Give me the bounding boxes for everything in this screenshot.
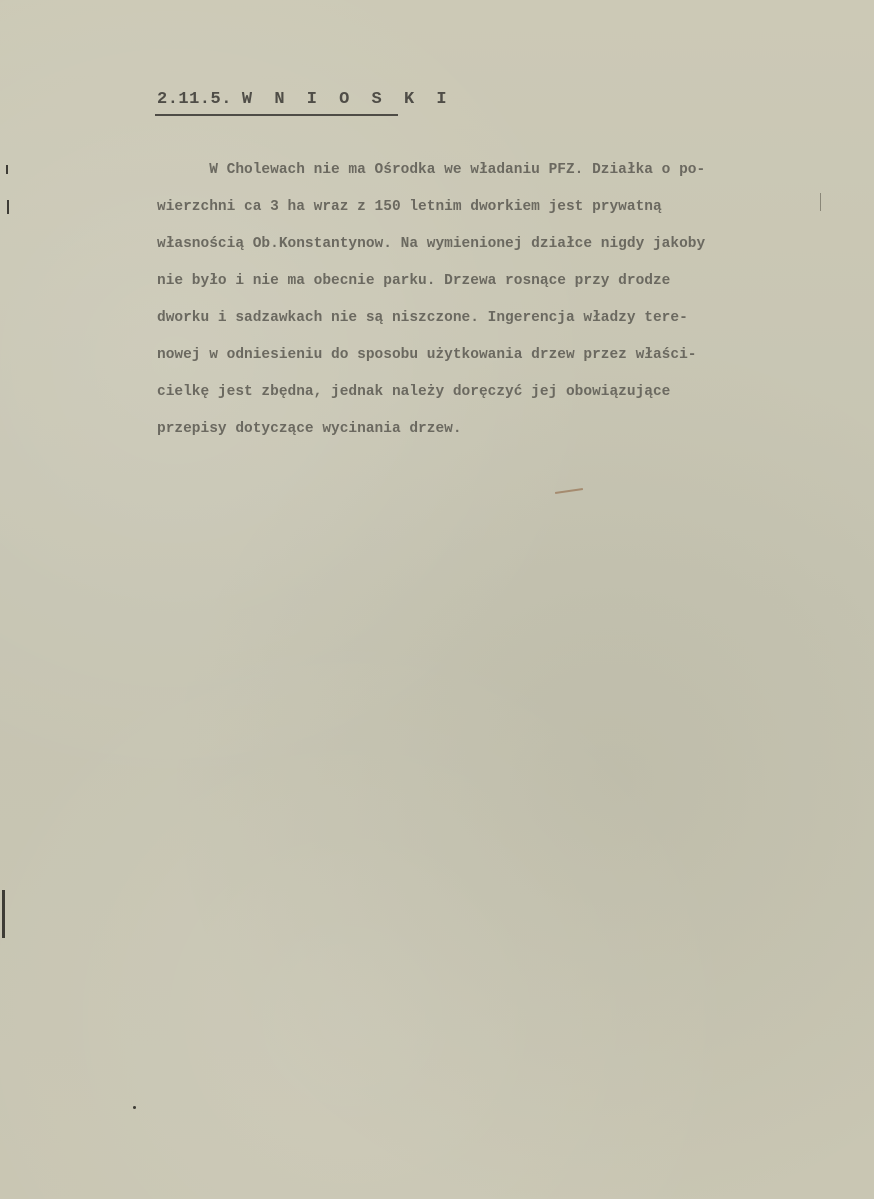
paragraph-line: cielkę jest zbędna, jednak należy doręczyć jej obowiązujące — [157, 384, 671, 400]
margin-mark — [7, 200, 9, 214]
section-heading — [157, 90, 453, 109]
paragraph-line: wierzchni ca 3 ha wraz z 150 letnim dworkiem jest prywatną — [157, 199, 662, 215]
paragraph-line: dworku i sadzawkach nie są niszczone. Ingerencja władzy tere- — [157, 310, 688, 326]
paragraph-line: W Cholewach nie ma Ośrodka we władaniu PFZ. Działka o po- — [157, 162, 706, 178]
paragraph-line: własnością Ob.Konstantynow. Na wymienionej działce nigdy jakoby — [157, 236, 706, 252]
paragraph-line: przepisy dotyczące wycinania drzew. — [157, 421, 462, 437]
margin-mark — [820, 193, 821, 211]
margin-mark — [6, 165, 8, 174]
section-number: 2.11.5. — [157, 90, 232, 109]
section-title: W N I O S K I — [241, 90, 453, 109]
speck — [133, 1106, 136, 1109]
paragraph-line: nie było i nie ma obecnie parku. Drzewa rosnące przy drodze — [157, 273, 671, 289]
heading-underline — [155, 114, 398, 116]
paragraph-line: nowej w odniesieniu do sposobu użytkowania drzew przez właści- — [157, 347, 697, 363]
speck — [555, 488, 583, 494]
conclusions-paragraph — [157, 152, 847, 448]
margin-mark — [2, 890, 5, 938]
